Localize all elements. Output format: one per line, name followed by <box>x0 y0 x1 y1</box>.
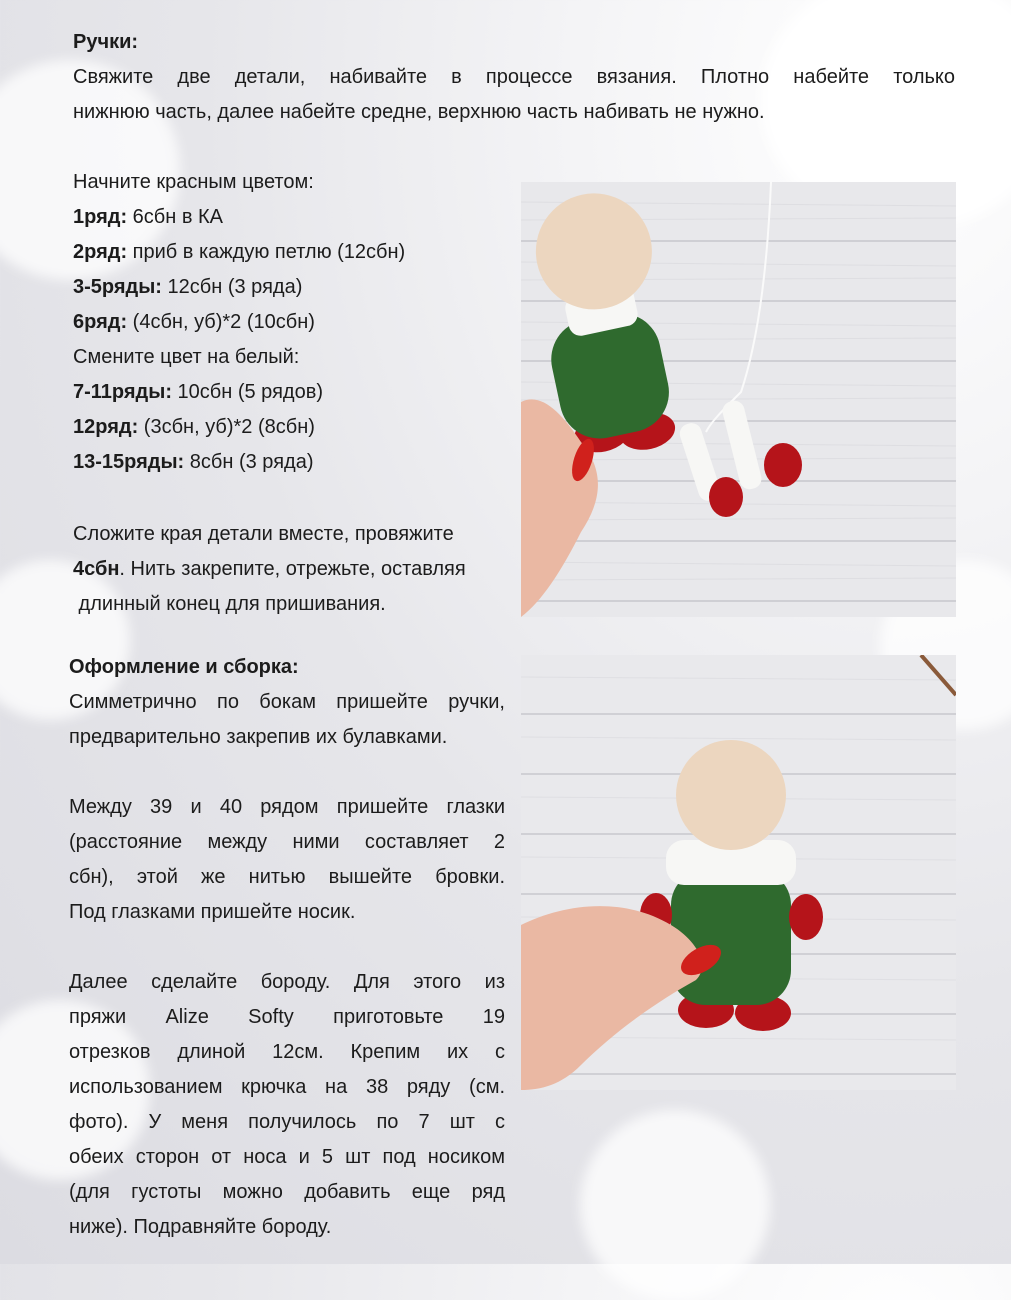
handles-title: Ручки: <box>73 31 139 53</box>
assembly-section <box>69 650 505 755</box>
finish-line3: длинный конец для пришивания. <box>73 593 386 615</box>
photo-doll-assembled <box>521 655 956 1090</box>
handles-finish <box>73 517 523 622</box>
row-line: 13-15ряды: 8сбн (3 ряда) <box>73 451 314 473</box>
start-color-line: Начните красным цветом: <box>73 171 314 193</box>
handles-intro-line2: нижнюю часть, далее набейте средне, верхнюю часть набивать не нужно. <box>73 101 765 123</box>
row-line: 7-11ряды: 10сбн (5 рядов) <box>73 381 323 403</box>
finish-line2: 4сбн. Нить закрепите, отрежьте, оставляя <box>73 558 466 580</box>
assembly-p3-line: фото). У меня получилось по 7 шт с <box>69 1111 505 1133</box>
assembly-p3-line: отрезков длиной 12см. Крепим их с <box>69 1041 505 1063</box>
assembly-p3-line: использованием крючка на 38 ряду (см. <box>69 1076 505 1098</box>
row-line: 6ряд: (4сбн, уб)*2 (10сбн) <box>73 311 315 333</box>
row-line: 12ряд: (3сбн, уб)*2 (8сбн) <box>73 416 315 438</box>
row-line: 2ряд: приб в каждую петлю (12сбн) <box>73 241 406 263</box>
assembly-p2-line: сбн), этой же нитью вышейте бровки. <box>69 866 505 888</box>
row-line: 3-5ряды: 12сбн (3 ряда) <box>73 276 303 298</box>
assembly-p3-line: пряжи Alize Softy приготовьте 19 <box>69 1006 505 1028</box>
assembly-p2-line: Под глазками пришейте носик. <box>69 901 356 923</box>
assembly-p3-line: обеих сторон от носа и 5 шт под носиком <box>69 1146 505 1168</box>
finish-line1: Сложите края детали вместе, провяжите <box>73 523 454 545</box>
row-line: 1ряд: 6сбн в КА <box>73 206 224 228</box>
assembly-p3-line: Далее сделайте бороду. Для этого из <box>69 971 505 993</box>
assembly-p3-line: (для густоты можно добавить еще ряд <box>69 1181 505 1203</box>
row-line: Смените цвет на белый: <box>73 346 300 368</box>
assembly-p2-line: (расстояние между ними составляет 2 <box>69 831 505 853</box>
handles-section <box>73 25 955 130</box>
handles-rows <box>73 165 523 480</box>
handles-intro-line1: Свяжите две детали, набивайте в процессе вязания. Плотно набейте только <box>73 66 955 88</box>
photo-doll-arms <box>521 182 956 617</box>
assembly-p1-line: предварительно закрепив их булавками. <box>69 726 448 748</box>
assembly-p3 <box>69 965 505 1245</box>
assembly-p3-line: ниже). Подравняйте бороду. <box>69 1216 332 1238</box>
assembly-title: Оформление и сборка: <box>69 656 299 678</box>
assembly-p1-line: Симметрично по бокам пришейте ручки, <box>69 691 505 713</box>
assembly-p2 <box>69 790 505 930</box>
assembly-p2-line: Между 39 и 40 рядом пришейте глазки <box>69 796 505 818</box>
bokeh-light <box>580 1110 770 1300</box>
